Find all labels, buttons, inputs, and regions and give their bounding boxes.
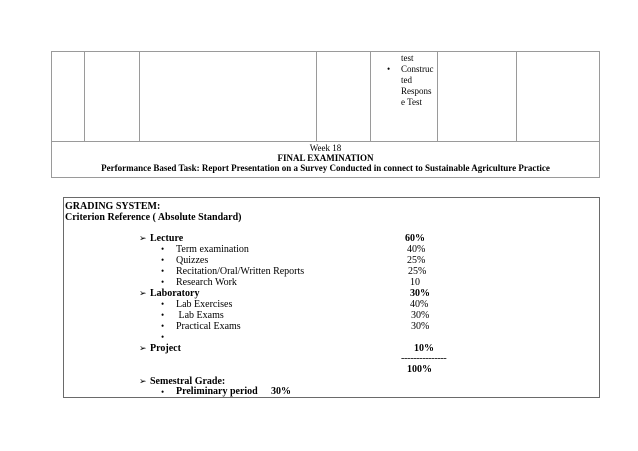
assessment-cell-text — [401, 53, 414, 64]
table-row-divider — [51, 141, 600, 142]
list-item-value: 10 — [410, 277, 420, 288]
total-divider-dashes: --------------- — [401, 353, 447, 364]
list-item-label: Recitation/Oral/Written Reports — [176, 266, 305, 277]
cell-line: Respons — [401, 86, 432, 96]
final-exam-label: FINAL EXAMINATION — [277, 153, 374, 163]
list-item-value: 30% — [411, 321, 430, 332]
list-item-label: Research Work — [176, 277, 237, 288]
list-item-value: 30% — [411, 310, 430, 321]
table-column-divider — [84, 51, 85, 141]
list-item-value: 25% — [408, 266, 427, 277]
bullet-icon: • — [161, 332, 165, 342]
arrow-bullet-icon: ➢ — [139, 376, 147, 386]
cell-line: e Test — [401, 97, 422, 107]
project-value: 10% — [414, 343, 434, 354]
preliminary-value: 30% — [271, 386, 291, 397]
bullet-icon: • — [387, 64, 391, 74]
grading-title: GRADING SYSTEM: — [65, 201, 161, 212]
laboratory-label: Laboratory — [150, 288, 200, 299]
table-column-divider — [437, 51, 438, 141]
bullet-icon: • — [161, 310, 165, 320]
list-item-label: Quizzes — [176, 255, 209, 266]
box-border-right — [599, 197, 600, 398]
bullet-icon: • — [161, 277, 165, 287]
performance-task-text: Performance Based Task: Report Presentation on a Survey Conducted in connect to Sustainable Agriculture Practice — [101, 163, 550, 173]
table-column-divider — [316, 51, 317, 141]
cell-line: test — [401, 53, 414, 63]
bullet-icon: • — [161, 387, 165, 397]
bullet-icon: • — [161, 266, 165, 276]
table-border-top — [51, 51, 600, 52]
preliminary-label: Preliminary period — [176, 386, 258, 397]
assessment-cell-text — [401, 64, 434, 108]
list-item-label: Practical Exams — [176, 321, 241, 332]
list-item-label: Term examination — [176, 244, 249, 255]
list-item-label: Lab Exercises — [176, 299, 233, 310]
box-border-top — [63, 197, 600, 198]
list-item-value: 40% — [410, 299, 429, 310]
bullet-icon: • — [161, 321, 165, 331]
lecture-label: Lecture — [150, 233, 184, 244]
cell-line: ted — [401, 75, 412, 85]
box-border-bottom — [63, 397, 600, 398]
arrow-bullet-icon: ➢ — [139, 343, 147, 353]
table-column-divider — [516, 51, 517, 141]
list-item-label: Lab Exams — [176, 310, 224, 321]
bullet-icon: • — [161, 244, 165, 254]
list-item-value: 40% — [407, 244, 426, 255]
arrow-bullet-icon: ➢ — [139, 288, 147, 298]
total-value: 100% — [407, 364, 432, 375]
lecture-value: 60% — [405, 233, 425, 244]
week-label: Week 18 — [309, 143, 342, 153]
project-label: Project — [150, 343, 181, 354]
grading-subtitle: Criterion Reference ( Absolute Standard) — [65, 212, 242, 223]
list-item-value: 25% — [407, 255, 426, 266]
bullet-icon: • — [161, 299, 165, 309]
semestral-grade-label: Semestral Grade: — [150, 376, 226, 387]
box-border-left — [63, 197, 64, 398]
bullet-icon: • — [161, 255, 165, 265]
laboratory-value: 30% — [410, 288, 430, 299]
arrow-bullet-icon: ➢ — [139, 233, 147, 243]
table-border-bottom — [51, 177, 600, 178]
table-column-divider — [370, 51, 371, 141]
cell-line: Construc — [401, 64, 434, 74]
table-column-divider — [139, 51, 140, 141]
